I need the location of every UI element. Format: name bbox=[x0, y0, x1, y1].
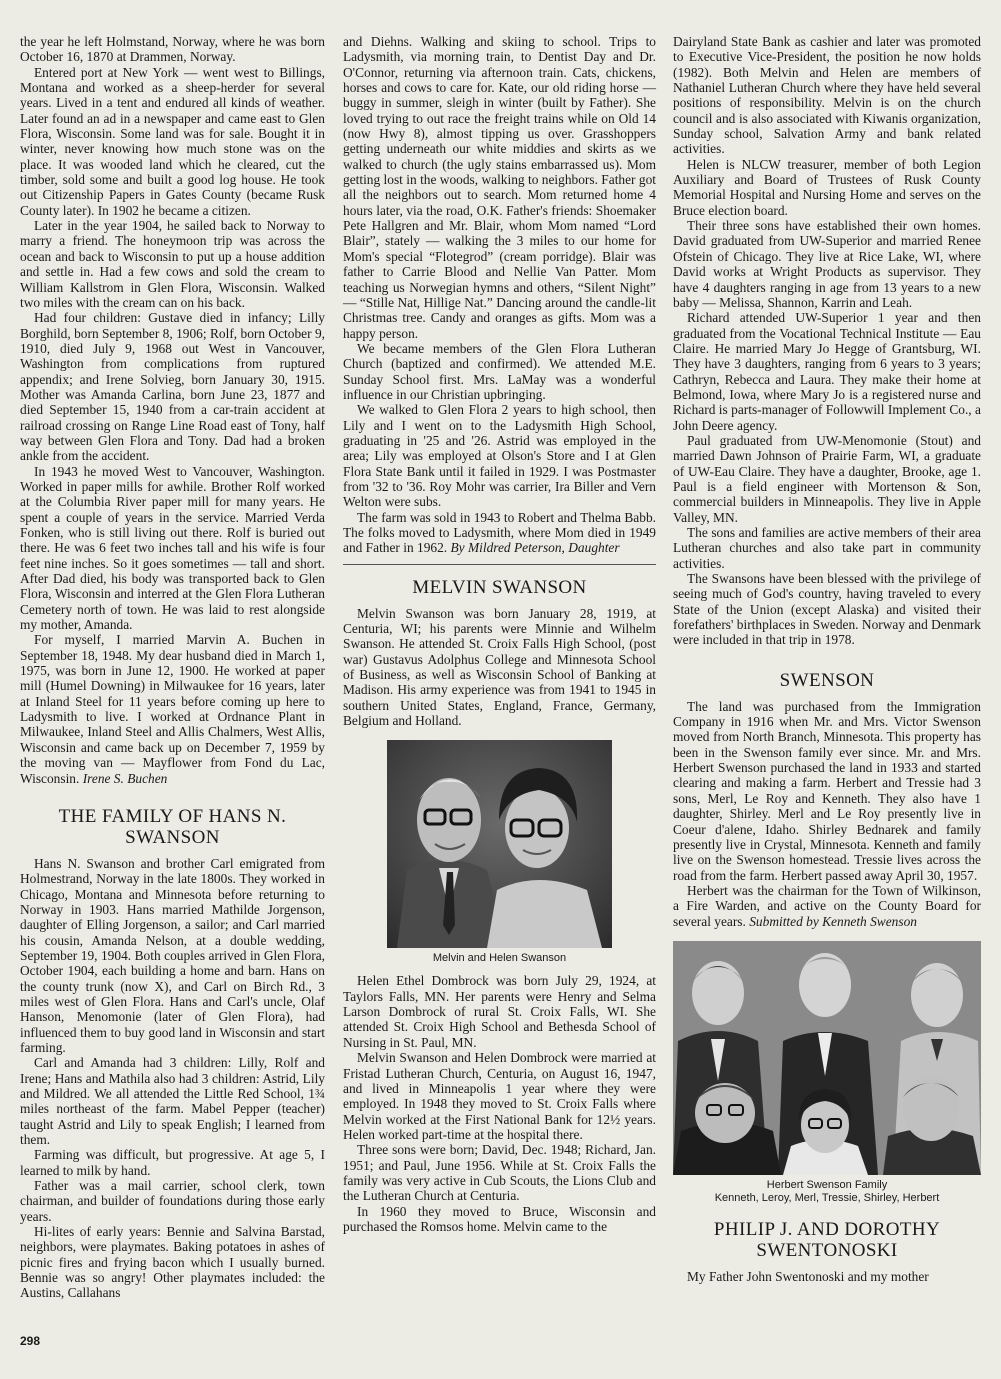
photo-melvin-and-helen-swanson bbox=[387, 740, 612, 948]
portrait-illustration bbox=[387, 740, 612, 948]
paragraph: We walked to Glen Flora 2 years to high school, then Lily and I went on to the Ladysmith High School, graduating in '25 and '26. Astrid was employed in the area; Lily was employed at Olson's Store and I at Glen Flora State Bank until it failed in 1929. I was Postmaster from '32 to '36. Roy Mohr was carrier, Ira Biller and Vern Welton were subs. bbox=[343, 402, 656, 510]
paragraph: Helen Ethel Dombrock was born July 29, 1924, at Taylors Falls, MN. Her parents were Henry and Selma Larson Dombrock of rural St. Croix Falls, WI. She attended St. Croix High School and Bethesda School of Nursing in St. Paul, MN. bbox=[343, 973, 656, 1050]
paragraph: Their three sons have established their own homes. David graduated from UW-Superior and married Renee Ofstein of Chicago. They live at Rice Lake, WI, where David works at Wright Products as supervisor. They have 4 daughters ranging in age from 13 years to a new baby — Melissa, Shannon, Karrin and Leah. bbox=[673, 218, 981, 310]
paragraph bbox=[673, 883, 981, 929]
paragraph: Dairyland State Bank as cashier and later was promoted to Executive Vice-President, the position he now holds (1982). Both Melvin and Helen are members of Nathaniel Lutheran Church where they have held several positions of responsibility. Melvin is on the church council and is also associated with Kiwanis organization, Sunday school, Salvation Army and bank related activities. bbox=[673, 34, 981, 157]
paragraph: Melvin Swanson and Helen Dombrock were married at Fristad Lutheran Church, Centuria, on August 16, 1947, and lived in Minneapolis 1 year where they were employed. In 1948 they moved to St. Croix Falls where Melvin worked at the First National Bank for 12½ years. Helen worked part-time at the hospital there. bbox=[343, 1050, 656, 1142]
family-portrait-illustration bbox=[673, 941, 981, 1175]
paragraph: Father was a mail carrier, school clerk, town chairman, and builder of foundations during those early years. bbox=[20, 1178, 325, 1224]
paragraph: The Swansons have been blessed with the privilege of seeing much of God's country, having traveled to every State of the Union (except Alaska) and visited their forefathers' birthplaces in Sweden. Norway and Denmark were included in that trip in 1978. bbox=[673, 571, 981, 648]
column-1 bbox=[20, 34, 325, 1301]
paragraph-text: For myself, I married Marvin A. Buchen in September 18, 1948. My dear husband died in March 1, 1975, was born in June 12, 1900. He worked at paper mill (Humel Downing) in Milwaukee for 16 years, later at Inland Steel for 11 years before coming up here to Ladysmith to live. I worked at Ordnance Plant in Milwaukee, Inland Steel and Allis Chalmers, West Allis, Wisconsin and came back up on December 7, 1959 by the moving van — Mayflower from Fond du Lac, Wisconsin. bbox=[20, 632, 325, 786]
photo-caption bbox=[673, 1179, 981, 1205]
column-3 bbox=[673, 34, 981, 1284]
paragraph: Farming was difficult, but progressive. At age 5, I learned to milk by hand. bbox=[20, 1147, 325, 1178]
paragraph: We became members of the Glen Flora Lutheran Church (baptized and confirmed). We attended M.E. Sunday School first. Mrs. LaMay was a wonderful influence in our Christian upbringing. bbox=[343, 340, 656, 402]
author-signature: Irene S. Buchen bbox=[82, 770, 168, 786]
page-number: 298 bbox=[20, 1334, 41, 1348]
paragraph: the year he left Holmstand, Norway, where he was born October 16, 1870 at Drammen, Norway. bbox=[20, 34, 325, 65]
paragraph: In 1943 he moved West to Vancouver, Washington. Worked in paper mills for awhile. Brother Rolf worked at the Columbia River paper mill for many years. He spent a couple of years in the service. Married Verda Fonken, who is still living out there. Rolf is buried out there. He was 6 feet two inches tall and his wife is four feet nine inches. So it goes sometimes — tall and short. After Dad died, his body was transported back to Glen Flora, Wisconsin and interred at the Glen Flora Lutheran Cemetery north of town. He was laid to rest alongside my mother, Amanda. bbox=[20, 463, 325, 633]
photo-herbert-swenson-family bbox=[673, 941, 981, 1175]
paragraph: Melvin Swanson was born January 28, 1919, at Centuria, WI; his parents were Minnie and Wilhelm Swanson. He attended St. Croix Falls High School, (post war) Gustavus Adolphus College and Minnesota School of Business, as well as Wisconsin School of Banking at Madison. His army experience was from 1941 to 1945 in southern United States, England, France, Germany, Belgium and Holland. bbox=[343, 605, 656, 729]
paragraph: Hi-lites of early years: Bennie and Salvina Barstad, neighbors, were playmates. Baking potatoes in ashes of picnic fires and frying bacon which I usually burned. Bennie was so angry! Other playmates included: the Austins, Callahans bbox=[20, 1224, 325, 1301]
paragraph: Three sons were born; David, Dec. 1948; Richard, Jan. 1951; and Paul, June 1956. While at St. Croix Falls the family was very active in Cub Scouts, the Lions Club and the Lutheran Church at Centuria. bbox=[343, 1142, 656, 1204]
section-divider bbox=[343, 564, 656, 565]
paragraph: In 1960 they moved to Bruce, Wisconsin and purchased the Romsos home. Melvin came to the bbox=[343, 1203, 656, 1234]
heading-swenson: SWENSON bbox=[779, 669, 875, 691]
paragraph: Helen is NLCW treasurer, member of both Legion Auxiliary and Board of Trustees of Rusk County Memorial Hospital and Nursing Home and serves on the Bruce election board. bbox=[673, 156, 981, 218]
paragraph: Paul graduated from UW-Menomonie (Stout) and married Dawn Johnson of Prairie Farm, WI, a graduate of UW-Eau Claire. They have a daughter, Brooke, age 1. Paul is a field engineer with Mortenson & Son, commercial builders in Minneapolis. They live in Apple Valley, MN. bbox=[673, 432, 981, 525]
paragraph: My Father John Swentonoski and my mother bbox=[687, 1268, 929, 1284]
paragraph: Carl and Amanda had 3 children: Lilly, Rolf and Irene; Hans and Mathila also had 3 children: Astrid, Lily and Mildred. We all attended the Little Red School, 1¾ miles northeast of the farm. Mabel Pepper (teacher) taught Astrid and Lily to speak English; I learned from them. bbox=[20, 1055, 325, 1148]
caption-line: Herbert Swenson Family bbox=[766, 1178, 888, 1191]
paragraph bbox=[20, 632, 325, 785]
paragraph: The sons and families are active members of their area Lutheran churches and also take part in community activities. bbox=[673, 525, 981, 571]
caption-line: Kenneth, Leroy, Merl, Tressie, Shirley, Herbert bbox=[714, 1191, 940, 1204]
paragraph: Had four children: Gustave died in infancy; Lilly Borghild, born September 8, 1906; Rolf, born October 9, 1910, died July 9, 1968 out West in Vancouver, Washington from complications from ruptured appendix; and Irene Solvieg, born January 30, 1915. Mother was Amanda Carlina, born June 23, 1877 and died September 15, 1940 from a car-train accident at railroad crossing on Range Line Road east of Tony, half way between Glen Flora and Tony. Dad had a broken ankle from the accident. bbox=[20, 310, 325, 464]
paragraph bbox=[343, 510, 656, 556]
photo-caption: Melvin and Helen Swanson bbox=[432, 952, 567, 965]
paragraph: Entered port at New York — went west to Billings, Montana and worked as a sheep-herder for several years. Lived in a tent and endured all kinds of weather. Later found an ad in a newspaper and came east to Glen Flora, Wisconsin. Some land was for sale. Bought it in winter, never knowing how much stone was on the place. It was wooded land which he cleared, cut the timber, sold some and built a good log house. He took out Citizenship Papers in Gates County (became Rusk County later). In 1902 he became a citizen. bbox=[20, 64, 325, 218]
paragraph: Later in the year 1904, he sailed back to Norway to marry a friend. The honeymoon trip was across the ocean and back to Wisconsin to put up a house addition and settle in. Had a few cows and sold the cream to William Kallstrom in Glen Flora, Wisconsin. Walked two miles with the cream can on his back. bbox=[20, 218, 325, 310]
heading-family-of-hans-swanson: THE FAMILY OF HANS N. SWANSON bbox=[58, 805, 287, 848]
paragraph: Hans N. Swanson and brother Carl emigrated from Holmestrand, Norway in the late 1800s. They worked in Chicago, Montana and Minnesota before returning to Norway in 1903. Hans married Mathilde Jorgenson, daughter of Elling Jorgenson, a sailor; and Carl married his cousin, Amanda Nelson, at a double wedding, September 19, 1904. Both couples arrived in Glen Flora, October 1904, each building a home and barn. Hans on the county trunk (now X), and Carl on Birch Rd., 3 miles west of Glen Flora. Hans and Carl's uncle, Olaf Hanson, Menomonie (later of Glen Flora), had influenced them to buy good land in Wisconsin and start farming. bbox=[20, 855, 325, 1055]
heading-philip-and-dorothy-swentonoski: PHILIP J. AND DOROTHY SWENTONOSKI bbox=[713, 1218, 941, 1261]
paragraph: The land was purchased from the Immigration Company in 1916 when Mr. and Mrs. Victor Swenson moved from North Branch, Minnesota. This property has been in the Swenson family ever since. Mr. and Mrs. Herbert Swenson purchased the land in 1933 and started clearing and making a farm. Herbert and Tressie had 3 sons, Merl, Le Roy and Kenneth. They also have 1 daughter, Shirley. Merl and Le Roy presently live in Coeur d'alene, Idaho. Shirley Bednarek and family presently live in Crystal, Minnesota. Kenneth and family live on the Swenson homestead. Tressie lives across the road from the farm. Herbert passed away April 30, 1957. bbox=[673, 698, 981, 883]
column-2 bbox=[343, 34, 656, 1234]
paragraph: Richard attended UW-Superior 1 year and then graduated from the Vocational Technical Institute — Eau Claire. He married Mary Jo Hegge of Grantsburg, WI. They have 3 daughters, ranging from 6 years to 3 years; Cathryn, Rebecca and Laura. They make their home at Belmond, Iowa, where Mary Jo is a registered nurse and Richard is parts-manager of Followwill Implement Co., a John Deere agency. bbox=[673, 310, 981, 433]
paragraph: and Diehns. Walking and skiing to school. Trips to Ladysmith, via morning train, to Dentist Day and Dr. O'Connor, returning via afternoon train. Cats, chickens, horses and cows to care for. Kate, our old riding horse — buggy in summer, sleigh in winter (built by Father). She loved trying to out race the freight trains while on Old 14 (now Hwy 8), almost tipping us over. Grasshoppers getting underneath our white middies and skirts as we walked to church (the ugly stains embarrassed us). Mom getting lost in the woods, walking to neighbors. Father got all the neighbors out to search. Mom returned home 4 hours later, via the road, O.K. Father's friends: Shoemaker Pete Hallgren and Mr. Blair, whom Mom named “Lord Blair”, stately — walking the 3 miles to our home for Mom's special “Flotegrod” (cream porridge). Blair was father to Carrie Blood and Nellie Van Patter. Mom teaching us Norwegian hymns and others, “Silent Night” — “Stille Nat, Hillige Nat.” Dancing around the candle-lit Christmas tree. Candy and oranges as gifts. Mom was a happy person. bbox=[343, 34, 656, 341]
paragraph-text: Herbert was the chairman for the Town of Wilkinson, a Fire Warden, and active on the County Board for several years. bbox=[673, 882, 981, 929]
author-signature: By Mildred Peterson, Daughter bbox=[450, 540, 620, 556]
author-signature: Submitted by Kenneth Swenson bbox=[749, 913, 917, 929]
heading-melvin-swanson: MELVIN SWANSON bbox=[412, 576, 587, 598]
paragraph-text: The farm was sold in 1943 to Robert and Thelma Babb. The folks moved to Ladysmith, where Mom died in 1949 and Father in 1962. bbox=[343, 509, 656, 556]
